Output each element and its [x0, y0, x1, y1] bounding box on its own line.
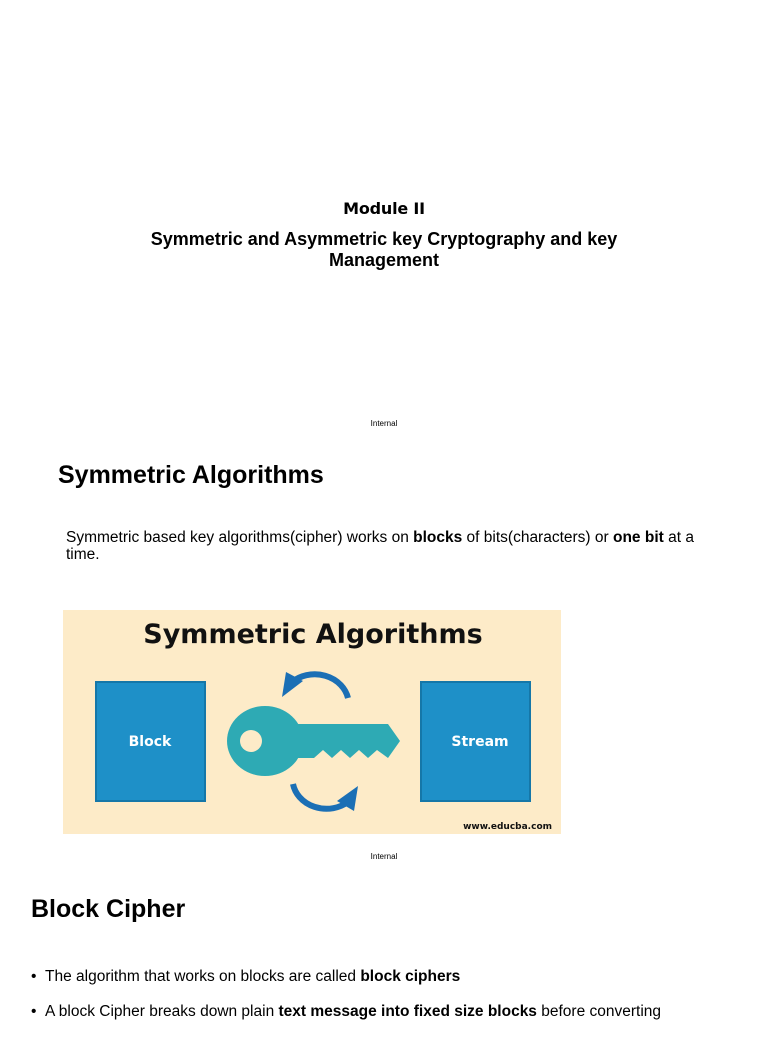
bullet-dot: • — [31, 968, 37, 985]
slide-footer-internal: Internal — [370, 419, 398, 428]
stream-box — [421, 682, 530, 801]
body-text-part: of bits(characters) or — [462, 529, 613, 546]
slide-footer-internal: Internal — [370, 852, 398, 861]
body-text-bold-blocks: blocks — [413, 529, 463, 546]
bullet-item — [31, 968, 731, 985]
bullet-bold-text: block ciphers — [360, 968, 461, 985]
symmetric-algorithms-figure — [63, 610, 561, 834]
bullet-text: A block Cipher breaks down plain — [45, 1003, 279, 1020]
block-box — [96, 682, 205, 801]
bullet-bold-text: text message into fixed size blocks — [278, 1003, 537, 1020]
presentation-title: Symmetric and Asymmetric key Cryptography and key Management — [150, 229, 618, 270]
title-slide — [0, 0, 768, 432]
bullet-text-after: before converting — [536, 1003, 662, 1020]
bullet-item — [31, 1003, 731, 1020]
slide-body-text — [66, 529, 716, 563]
bullet-text: The algorithm that works on blocks are called — [45, 968, 361, 985]
bullet-dot: • — [31, 1003, 37, 1020]
stream-box-label: Stream — [451, 734, 509, 750]
body-text-part: Symmetric based key algorithms(cipher) works on — [66, 529, 414, 546]
figure-watermark: www.educba.com — [463, 822, 552, 832]
slide-heading: Block Cipher — [31, 895, 186, 923]
symmetric-algorithms-slide — [0, 432, 768, 864]
slide-heading: Symmetric Algorithms — [58, 461, 324, 489]
figure-title: Symmetric Algorithms — [143, 619, 483, 650]
block-cipher-slide — [0, 864, 768, 1024]
body-text-bold-one-bit: one bit — [613, 529, 664, 546]
module-label: Module II — [343, 199, 425, 218]
block-box-label: Block — [128, 734, 172, 750]
body-text-part: at a time. — [66, 529, 694, 563]
bullet-list — [31, 968, 731, 1038]
